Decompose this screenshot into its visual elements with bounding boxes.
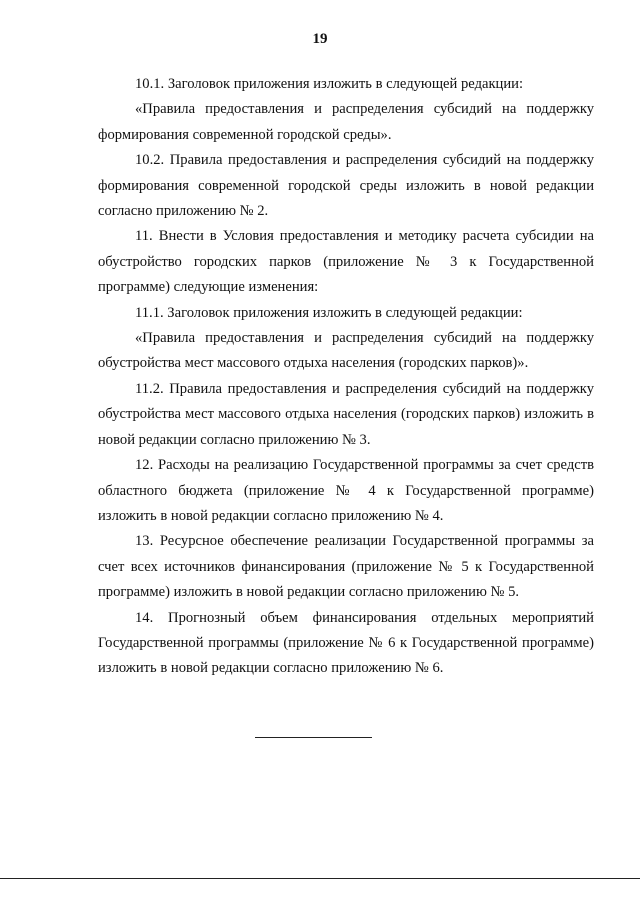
paragraph-10-1-title: «Правила предоставления и распределения субсидий на поддержку формирования современной городской среды». xyxy=(98,101,594,143)
paragraph-12: 12. Расходы на реализацию Государственной программы за счет средств областного бюджета (приложение № 4 к Государственной программе) изложить в новой редакции согласно приложению № 4. xyxy=(98,457,594,524)
bottom-rule xyxy=(0,878,640,879)
paragraph-11-1-title: «Правила предоставления и распределения субсидий на поддержку обустройства мест массового отдыха населения (городских парков)». xyxy=(98,330,594,372)
paragraph-10-1: 10.1. Заголовок приложения изложить в следующей редакции: xyxy=(135,76,524,92)
paragraph-10-2: 10.2. Правила предоставления и распределения субсидий на поддержку формирования современной городской среды изложить в новой редакции согласно приложению № 2. xyxy=(98,152,594,220)
paragraph-11-2: 11.2. Правила предоставления и распределения субсидий на поддержку обустройства мест массового отдыха населения (городских парков) изложить в новой редакции согласно приложению № 3. xyxy=(98,380,594,448)
page-number: 19 xyxy=(312,31,328,47)
document-body xyxy=(98,72,594,682)
paragraph-13: 13. Ресурсное обеспечение реализации Государственной программы за счет всех источников финансирования (приложение № 5 к Государственной программе) изложить в новой редакции согласно приложению № 5. xyxy=(98,533,594,601)
paragraph-11: 11. Внести в Условия предоставления и методику расчета субсидии на обустройство городских парков (приложение № 3 к Государственной программе) следующие изменения: xyxy=(98,228,594,296)
paragraph-11-1: 11.1. Заголовок приложения изложить в следующей редакции: xyxy=(135,304,523,321)
paragraph-14: 14. Прогнозный объем финансирования отдельных мероприятий Государственной программы (приложение № 6 к Государственной программе) изложить в новой редакции согласно приложению № 6. xyxy=(98,609,594,677)
end-divider xyxy=(255,737,372,738)
